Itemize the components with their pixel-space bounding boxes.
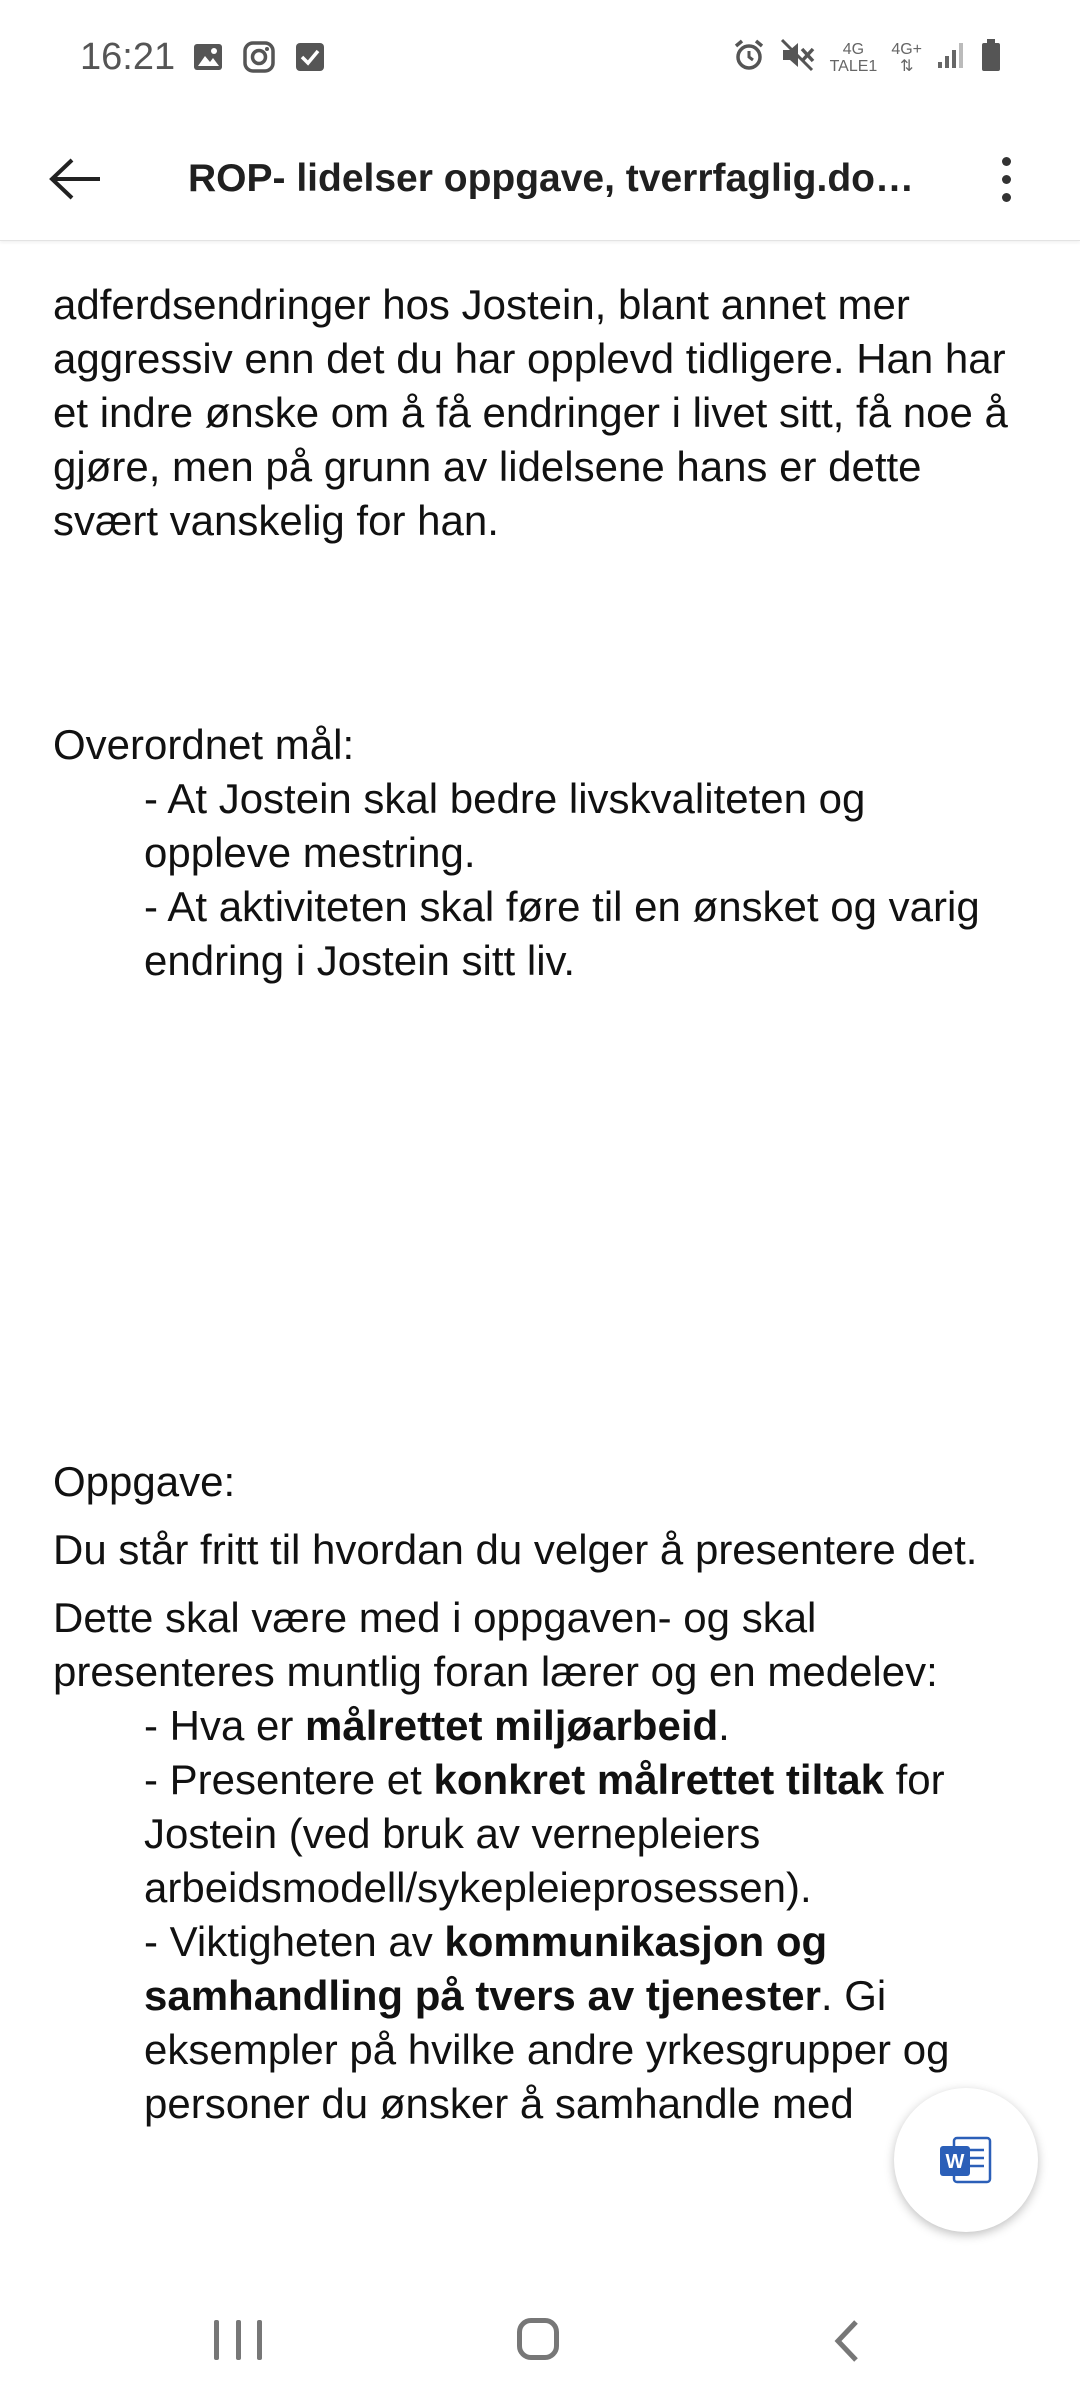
task-item-bold-text: kommunikasjon og samhandling på tvers av tjenester [144,1918,828,2019]
network-type-label: 4G [842,40,865,58]
image-icon [192,41,224,78]
back-button[interactable] [42,146,108,212]
notification-icons [192,40,326,79]
clock: 16:21 [80,36,176,78]
network-type-label-2: 4G+ [891,40,922,58]
recents-icon-bar [214,2320,219,2360]
task-item-text: - Viktigheten av [144,1918,445,1965]
instagram-icon [242,40,276,79]
signal-icon [936,40,966,75]
open-in-word-button[interactable] [894,2088,1038,2232]
goal-item: - At aktiviteten skal føre til en ønsket og varig endring i Jostein sitt liv. [144,883,980,984]
document-title: ROP- lidelser oppgave, tverrfaglig.docx [188,157,918,200]
task-item [53,1915,1013,2131]
task-heading: Oppgave: [53,1458,236,1505]
document-content[interactable] [53,278,1013,2131]
system-icons [732,38,1002,77]
arrow-back-icon [48,157,102,201]
task-item [53,1753,1013,1915]
battery-icon [980,38,1002,77]
task-item-text: - Hva er [144,1702,306,1749]
network-4gplus-indicator [891,41,922,75]
task-item-bold-text: målrettet miljøarbeid [305,1702,719,1749]
back-icon [822,2316,872,2366]
recents-icon-bar [236,2320,241,2360]
word-doc-icon [936,2130,996,2190]
more-vert-icon-dot [1002,193,1011,202]
recents-icon-bar [257,2320,262,2360]
task-item-text: for Jostein (ved bruk av vernepleiers arbeidsmodell/sykepleieprosessen). [144,1756,945,1911]
alarm-icon [732,38,766,77]
goal-heading: Overordnet mål: [53,721,355,768]
more-vert-icon-dot [1002,175,1011,184]
recents-button[interactable] [214,2320,262,2364]
navigation-bar [0,2290,1080,2400]
task-item-text: . Gi eksempler på hvilke andre yrkesgrupper og personer du ønsker å samhandle med [144,1972,950,2127]
svg-text:W: W [945,2151,965,2173]
task-item-bold-text: konkret målrettet tiltak [433,1756,884,1803]
task-paragraph-1: Du står fritt til hvordan du velger å presentere det. [53,1526,978,1573]
task-item-text: . [718,1702,730,1749]
task-paragraph-2: Dette skal være med i oppgaven- og skal presenteres muntlig foran lærer og en medelev: [53,1594,938,1695]
status-bar [0,0,1080,120]
data-arrows-icon: ⇅ [899,57,914,75]
task-item-text: - Presentere et [144,1756,434,1803]
more-options-button[interactable] [982,146,1030,212]
more-vert-icon-dot [1002,157,1011,166]
goal-item: - At Jostein skal bedre livskvaliteten og oppleve mestring. [144,775,866,876]
check-square-icon [294,41,326,78]
app-bar [0,120,1080,241]
task-item [53,1699,1013,1753]
network-4g-indicator [830,41,878,75]
nav-back-button[interactable] [822,2316,872,2366]
home-button[interactable] [517,2318,559,2360]
carrier-label: TALE1 [829,57,878,75]
intro-paragraph: adferdsendringer hos Jostein, blant annet mer aggressiv enn det du har opplevd tidligere. Han har et indre ønske om å få endringer i livet sitt, få noe å gjøre, men på grunn av lidelsene hans er dette svært vanskelig for han. [53,281,1008,544]
mute-icon [780,38,816,77]
